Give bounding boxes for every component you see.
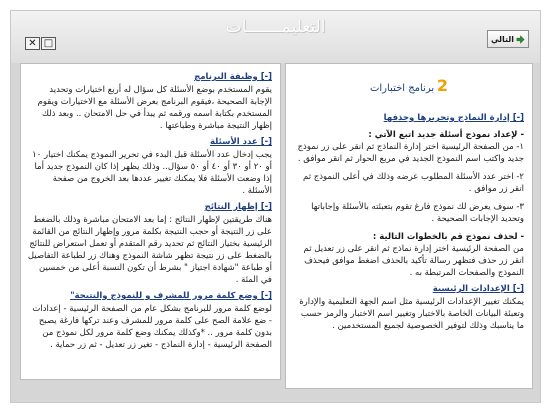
section-title-manage-forms[interactable]: [-] إدارة النماذج وتحريرها وحذفها bbox=[383, 113, 524, 123]
section-title-show-results[interactable]: [-] إظهار النتائج bbox=[204, 202, 272, 212]
section-text-questions-count: يجب إدخال عدد الأسئلة قبل البدء في تحرير النموذج يمكنك اختيار ١٠ أو ٢٠ أو ٣٠ أو ٤٠ أو ٥٠ سؤال.. وذلك يظهر إذا كان النموذج جديد أما إذا وضعت الأسئلة فلا يمكنك تغيير عددها بعد الخروج من صفحة الأسئلة . bbox=[32, 150, 272, 196]
program-header bbox=[286, 64, 532, 104]
step-1-text: ١- من الصفحة الرئيسية اختر إدارة النماذج ثم انقر على زر نموذج جديد واكتب اسم النموذج الجديد في مربع الحوار ثم انقر موافق . bbox=[297, 142, 524, 164]
section-text-show-results: هناك طريقتين لإظهار النتائج : إما بعد الامتحان مباشرة وذلك بالضغط على زر النتيجة أو حجب النتيجة بكلمة مرور وإظهار النتائج من القائمة الرئيسية بختيار النتائج ثم تحديد رقم المتقدم أو تعمل استعراض للنتائج بالضغط على زر نتيجة تظهر شاشة النموذج وهناك زر لطباعة التفاصيل أو طباعة "شهادة اجتياز " بشرط أن تكون النسبة أعلى من خمسين في المئة . bbox=[27, 215, 272, 285]
arrow-right-icon bbox=[516, 35, 525, 44]
section-title-program-function[interactable]: [-] وظيفة البرنامج bbox=[194, 72, 272, 82]
program-number: 2 bbox=[436, 76, 449, 95]
next-button[interactable] bbox=[487, 30, 529, 48]
section-title-main-settings[interactable]: [-] الإعدادات الرئيسية bbox=[432, 284, 524, 294]
section-title-questions-count[interactable]: [-] عدد الأسئلة bbox=[210, 137, 272, 147]
subheading-new-form: - لإعداد نموذج أسئلة جديد اتبع الآتي : bbox=[368, 130, 524, 140]
close-button[interactable]: ✕ bbox=[25, 37, 40, 50]
left-help-panel[interactable] bbox=[20, 63, 281, 380]
section-text-password: لوضع كلمة مرور للبرنامج بشكل عام من الصفحة الرئيسية - إعدادات - ضع علامة الصح على كلمة مرور للمشرف وعند تركها فارغة يصبح بدون كلمة مرور .. *وكذلك يمكنك وضع كلمة مرور لكل نموذج من الصفحة الرئيسية - إدارة النماذج - تغير زر تعديل - ثم زر حماية . bbox=[32, 304, 272, 350]
step-2-text: ٢- اختر عدد الأسئلة المطلوب عرضه وذلك في أعلى النموذج ثم انقر زر موافق . bbox=[303, 172, 524, 194]
section-text-main-settings: يمكنك تغيير الإعدادات الرئيسية مثل اسم الجهة التعليمية والإدارة وتعبئة البيانات الخاصة بالاختبار وتغيير اسم الاختبار والرمز حسب ما يناسبك وذلك لتوفير الخصوصية لجميع المستخدمين . bbox=[299, 297, 524, 331]
section-text-program-function: يقوم المستخدم بوضع الأسئلة كل سؤال له أربع اختيارات وتحديد الإجابة الصحيحة ،فيقوم البرنامج بعرض الأسئلة مع الاختيارات ويقوم المستخدم بكتابة اسمه ورقمه ثم يبدأ في حل الامتحان .. وبعد ذلك إظهار النتيجة مباشرة وطباعتها . bbox=[37, 85, 272, 131]
right-help-panel[interactable] bbox=[285, 63, 533, 389]
next-button-label: التالي bbox=[490, 34, 515, 44]
delete-form-text: من الصفحة الرئيسية اختر إدارة نماذج ثم انقر على زر تعديل ثم انقر زر حذف فتظهر رسالة تأكيد بالحذف اضغط موافق فيحذف النموذج والصفحات المرتبطة به . bbox=[303, 244, 524, 278]
step-3-text: ٣- سوف يعرض لك نموذج فارغ تقوم بتعبئته بالأسئلة وإجاباتها وتحديد الإجابات الصحيحة . bbox=[311, 202, 524, 224]
title-bar bbox=[11, 11, 540, 63]
section-title-password[interactable]: [-] وضع كلمة مرور للمشرف و للنموذج والنتيجة" bbox=[70, 291, 272, 301]
program-name: برنامج اختبارات bbox=[369, 83, 435, 94]
window-title: التعليمـــــــات bbox=[225, 17, 326, 37]
subheading-delete-form: - لحذف نموذج قم بالخطوات التالية : bbox=[372, 232, 524, 242]
instructions-window bbox=[10, 10, 541, 403]
maximize-button[interactable]: □ bbox=[41, 37, 56, 50]
